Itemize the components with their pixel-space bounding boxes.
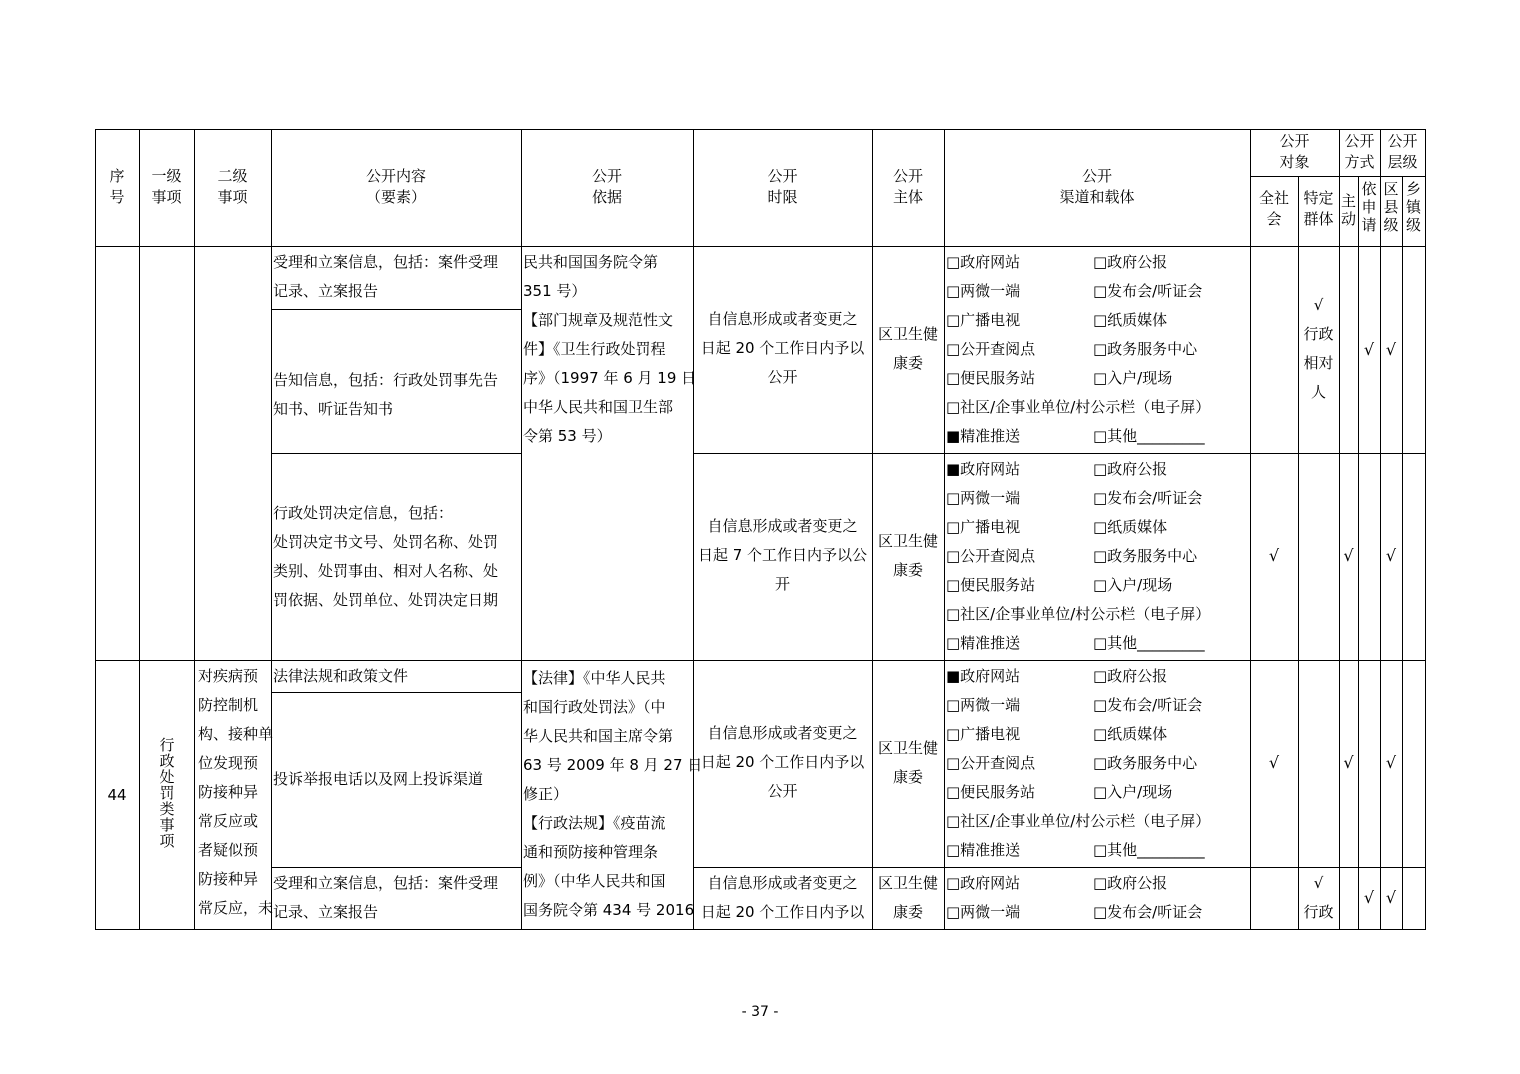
deadline-cell: 自信息形成或者变更之 日起 7 个工作日内予以公 开	[697, 517, 868, 593]
channel-item: □精准推送	[946, 634, 1021, 652]
content-cell: 受理和立案信息，包括：案件受理 记录、立案报告	[273, 253, 499, 300]
header-object-all: 全社 会	[1258, 189, 1289, 228]
subject-cell: 区卫生健 康委	[877, 325, 938, 372]
channel-item: □入户/现场	[1093, 369, 1173, 387]
subject-cell: 区卫生健 康委	[877, 874, 938, 921]
district-check: √	[1385, 546, 1397, 565]
district-check: √	[1385, 340, 1397, 359]
level1-item: 行 政 处 罚 类 事 项	[159, 736, 175, 850]
header-method-apply: 依 申 请	[1361, 180, 1377, 234]
channel-item: □入户/现场	[1093, 576, 1173, 594]
channel-item: □便民服务站	[946, 783, 1036, 801]
channel-item: □纸质媒体	[1093, 518, 1168, 536]
channel-item: □政府公报	[1093, 460, 1168, 478]
apply-check: √	[1363, 888, 1375, 907]
channel-item: □公开查阅点	[946, 340, 1036, 358]
content-cell: 法律法规和政策文件	[273, 667, 409, 685]
channel-item: □发布会/听证会	[1093, 696, 1203, 714]
channel-item: □政府公报	[1093, 667, 1168, 685]
subject-cell: 区卫生健 康委	[877, 739, 938, 786]
page-number: - 37 -	[741, 1004, 779, 1020]
channel-item: □广播电视	[946, 311, 1021, 329]
header-level2: 二级 事项	[217, 167, 248, 206]
channel-item: □纸质媒体	[1093, 725, 1168, 743]
channel-item: ■精准推送	[946, 427, 1021, 445]
header-object: 公开 对象	[1279, 132, 1310, 171]
active-check: √	[1343, 546, 1354, 565]
channel-item: □政府公报	[1093, 874, 1168, 892]
header-method: 公开 方式	[1344, 132, 1375, 171]
channel-item: □两微一端	[946, 489, 1021, 507]
channel-item: □社区/企事业单位/村公示栏（电子屏）	[946, 812, 1211, 830]
header-level1: 一级 事项	[151, 167, 182, 206]
channel-item: □政务服务中心	[1093, 340, 1198, 358]
header-level: 公开 层级	[1387, 132, 1418, 171]
channel-item: □社区/企事业单位/村公示栏（电子屏）	[946, 398, 1211, 416]
channel-item: □其他_________	[1093, 427, 1205, 445]
content-cell: 投诉举报电话以及网上投诉渠道	[273, 770, 484, 788]
channel-item: □政府网站	[946, 874, 1021, 892]
header-deadline: 公开 时限	[767, 167, 798, 206]
channel-item: □广播电视	[946, 518, 1021, 536]
channel-item: □其他_________	[1093, 841, 1205, 859]
deadline-cell: 自信息形成或者变更之 日起 20 个工作日内予以	[700, 874, 865, 921]
level2-item: 对疾病预 防控制机 构、接种单 位发现预 防接种异 常反应或 者疑似预 防接种异 常反应，未	[198, 667, 274, 917]
channel-item: □便民服务站	[946, 369, 1036, 387]
specific-group-cell: √ 行政 相对 人	[1303, 296, 1334, 401]
sequence-number: 44	[107, 786, 127, 804]
channel-item: □便民服务站	[946, 576, 1036, 594]
active-check: √	[1343, 753, 1354, 772]
header-seq: 序 号	[109, 167, 125, 206]
channel-item: □两微一端	[946, 696, 1021, 714]
district-check: √	[1385, 888, 1397, 907]
channel-item: □其他_________	[1093, 634, 1205, 652]
header-method-active: 主 动	[1340, 192, 1356, 228]
apply-check: √	[1363, 340, 1375, 359]
channel-item: □纸质媒体	[1093, 311, 1168, 329]
channel-item: ■政府网站	[946, 667, 1021, 685]
header-level-district: 区 县 级	[1383, 180, 1399, 234]
channel-item: □政府公报	[1093, 253, 1168, 271]
subject-cell: 区卫生健 康委	[877, 532, 938, 579]
header-channel: 公开 渠道和载体	[1059, 167, 1135, 206]
basis-cell: 【法律】《中华人民共 和国行政处罚法》（中 华人民共和国主席令第 63 号 2009 年 8 月 27 日 修正） 【行政法规】《疫苗流 通和预防接种管理条 例》（中华人民共和国 国务院令第 434 号 2016	[523, 669, 703, 919]
channel-item: □社区/企事业单位/村公示栏（电子屏）	[946, 605, 1211, 623]
channel-item: □政务服务中心	[1093, 754, 1198, 772]
deadline-cell: 自信息形成或者变更之 日起 20 个工作日内予以 公开	[700, 310, 865, 386]
header-level-town: 乡 镇 级	[1405, 180, 1421, 234]
channel-item: □广播电视	[946, 725, 1021, 743]
basis-cell: 民共和国国务院令第 351 号） 【部门规章及规范性文 件】《卫生行政处罚程 序》（1997 年 6 月 19 日 中华人民共和国卫生部 令第 53 号）	[523, 253, 697, 445]
channel-item: □公开查阅点	[946, 754, 1036, 772]
channel-item: □公开查阅点	[946, 547, 1036, 565]
district-check: √	[1385, 753, 1397, 772]
all-society-check: √	[1268, 753, 1280, 772]
all-society-check: √	[1268, 546, 1280, 565]
channel-item: ■政府网站	[946, 460, 1021, 478]
channel-item: □精准推送	[946, 841, 1021, 859]
channel-item: □政务服务中心	[1093, 547, 1198, 565]
header-subject: 公开 主体	[892, 167, 923, 206]
channel-item: □政府网站	[946, 253, 1021, 271]
deadline-cell: 自信息形成或者变更之 日起 20 个工作日内予以 公开	[700, 724, 865, 800]
channel-item: □两微一端	[946, 282, 1021, 300]
specific-group-cell: √ 行政	[1303, 874, 1334, 921]
header-object-specific: 特定 群体	[1303, 189, 1334, 228]
channel-item: □两微一端	[946, 903, 1021, 921]
header-basis: 公开 依据	[591, 167, 622, 206]
channel-item: □发布会/听证会	[1093, 489, 1203, 507]
content-cell: 告知信息，包括：行政处罚事先告 知书、听证告知书	[273, 371, 499, 418]
channel-item: □发布会/听证会	[1093, 282, 1203, 300]
content-cell: 行政处罚决定信息，包括： 处罚决定书文号、处罚名称、处罚 类别、处罚事由、相对人名称、处 罚依据、处罚单位、处罚决定日期	[273, 504, 499, 609]
channel-item: □发布会/听证会	[1093, 903, 1203, 921]
header-content: 公开内容 （要素）	[365, 167, 426, 206]
channel-item: □入户/现场	[1093, 783, 1173, 801]
content-cell: 受理和立案信息，包括：案件受理 记录、立案报告	[273, 874, 499, 921]
